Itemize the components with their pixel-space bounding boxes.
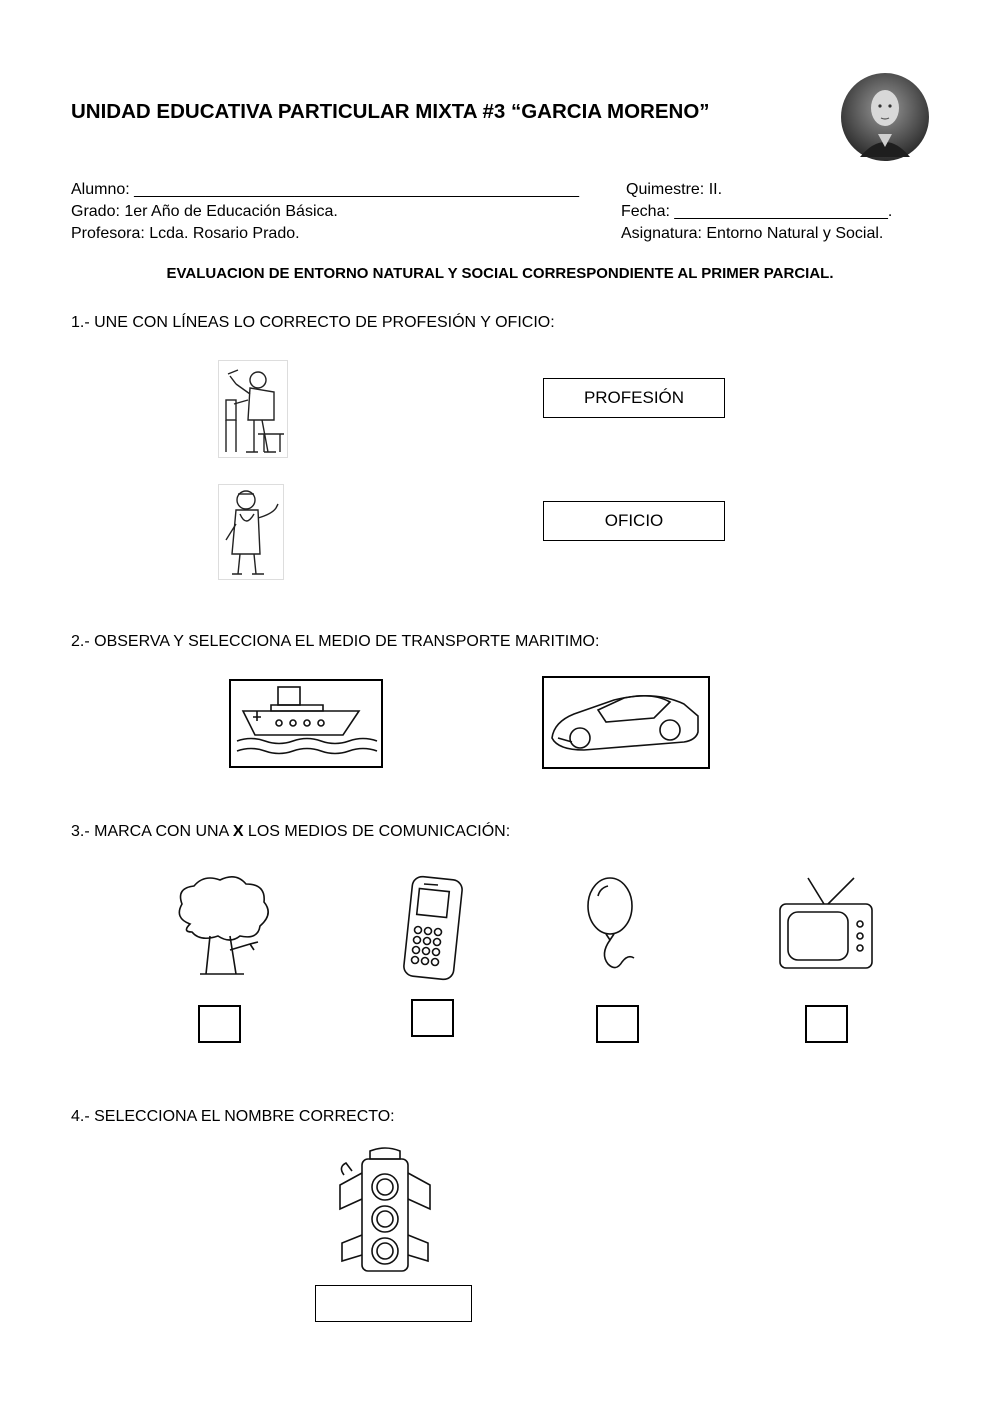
boat-option[interactable]: [229, 679, 383, 768]
television-icon: [774, 874, 878, 974]
checkbox-cellphone[interactable]: [411, 999, 454, 1037]
school-title: UNIDAD EDUCATIVA PARTICULAR MIXTA #3 “GARCIA MORENO”: [71, 100, 710, 123]
question-3: 3.- MARCA CON UNA X LOS MEDIOS DE COMUNICACIÓN:: [71, 823, 511, 840]
quimestre-label: Quimestre: II.: [626, 181, 723, 198]
answer-box[interactable]: [315, 1285, 472, 1322]
checkbox-television[interactable]: [805, 1005, 848, 1043]
date-field: Fecha: ________________________.: [621, 203, 893, 220]
tree-icon: [170, 874, 274, 980]
option-oficio[interactable]: OFICIO: [543, 501, 725, 541]
subject-label: Asignatura: Entorno Natural y Social.: [621, 225, 884, 242]
balloon-icon: [582, 874, 644, 978]
carpenter-icon[interactable]: [218, 360, 288, 458]
teacher-label: Profesora: Lcda. Rosario Prado.: [71, 225, 300, 242]
traffic-light-icon: [330, 1145, 440, 1275]
question-2: 2.- OBSERVA Y SELECCIONA EL MEDIO DE TRANSPORTE MARITIMO:: [71, 633, 600, 650]
student-field: Alumno: __________________________________________________: [71, 181, 580, 198]
question-4: 4.- SELECCIONA EL NOMBRE CORRECTO:: [71, 1108, 395, 1125]
doctor-icon[interactable]: [218, 484, 284, 580]
checkbox-balloon[interactable]: [596, 1005, 639, 1043]
grade-label: Grado: 1er Año de Educación Básica.: [71, 203, 338, 220]
portrait-icon: [840, 72, 930, 162]
car-icon: [544, 678, 708, 767]
question-1: 1.- UNE CON LÍNEAS LO CORRECTO DE PROFESIÓN Y OFICIO:: [71, 314, 555, 331]
cellphone-icon: [398, 870, 468, 982]
checkbox-tree[interactable]: [198, 1005, 241, 1043]
exam-title: EVALUACION DE ENTORNO NATURAL Y SOCIAL CORRESPONDIENTE AL PRIMER PARCIAL.: [166, 265, 834, 282]
option-profesion[interactable]: PROFESIÓN: [543, 378, 725, 418]
car-option[interactable]: [542, 676, 710, 769]
boat-icon: [231, 681, 381, 766]
